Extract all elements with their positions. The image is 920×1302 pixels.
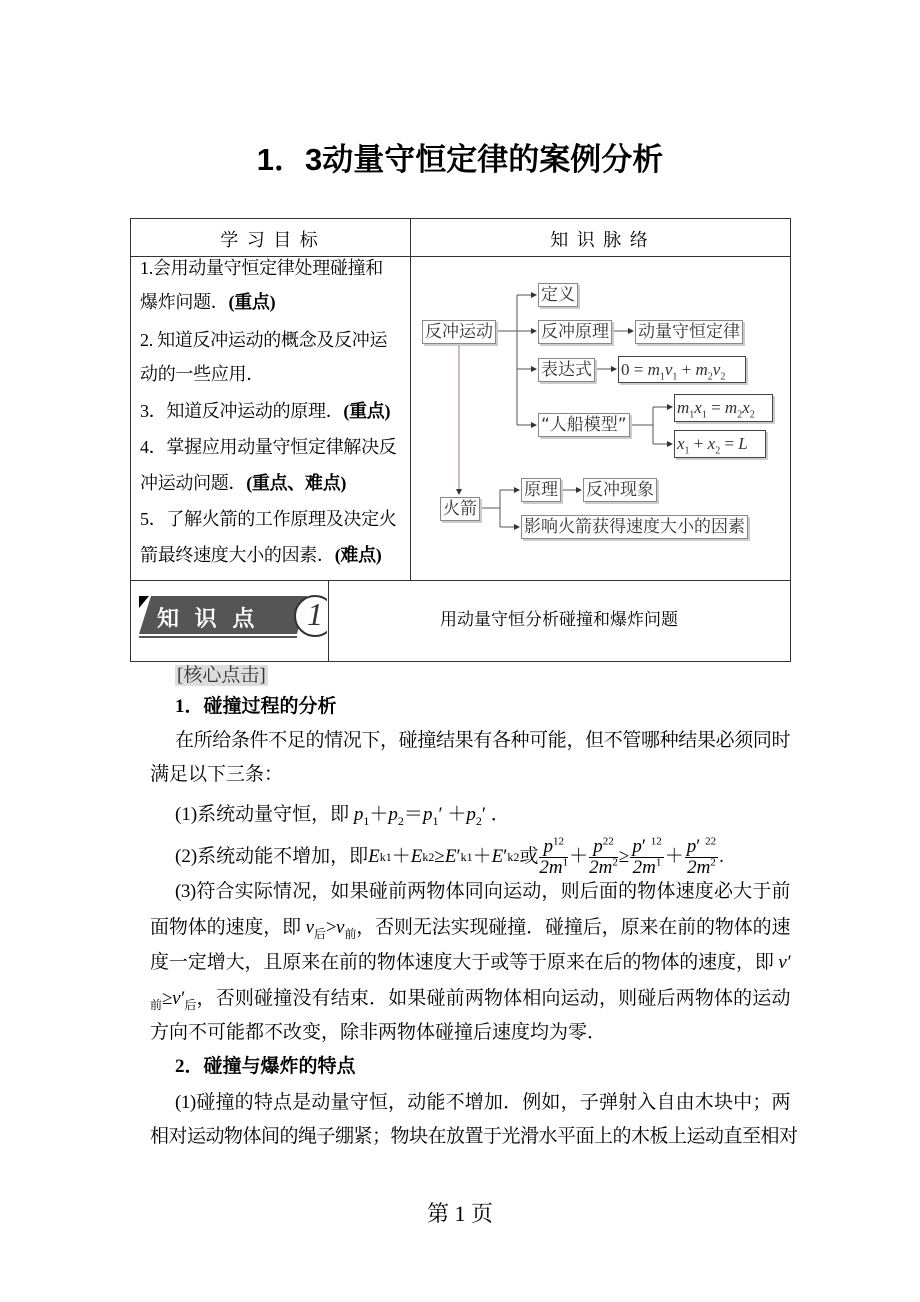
page-title: 1．3动量守恒定律的案例分析 bbox=[256, 142, 664, 177]
paragraph-line: 在所给条件不足的情况下，碰撞结果有各种可能，但不管哪种结果必须同时 bbox=[175, 730, 790, 751]
knowledge-point-badge bbox=[137, 594, 327, 640]
fraction: $\frac{p' ^{12}}{2m^1}$ bbox=[632, 835, 662, 878]
paragraph-line: 满足以下三条： bbox=[150, 764, 284, 785]
core-tag-label: [核心点击] bbox=[177, 665, 266, 686]
header-learning-goals: 学 习 目 标 bbox=[220, 230, 320, 250]
goal-text: 动的一些应用． bbox=[140, 364, 264, 384]
map-node-boat-model: “人船模型” bbox=[538, 413, 630, 437]
fraction: $\frac{p^{12}}{2m^1}$ bbox=[539, 835, 569, 878]
map-node-recoil-principle: 反冲原理 bbox=[538, 320, 612, 344]
paragraph-line: (3)符合实际情况，如果碰前两物体同向运动，则后面的物体速度必大于前 bbox=[175, 881, 790, 902]
map-node-definition: 定义 bbox=[538, 283, 578, 307]
map-node-principle: 原理 bbox=[521, 478, 561, 502]
goal-text: 1.会用动量守恒定律处理碰撞和 bbox=[140, 258, 383, 278]
core-tag bbox=[175, 665, 268, 687]
section-heading: 2．碰撞与爆炸的特点 bbox=[175, 1056, 356, 1077]
map-formula-boat-1: $m_1x_1 = m_2x_2$ bbox=[674, 394, 773, 422]
condition-1: (1)系统动量守恒，即 $p_1+p_2=p_1' +p_2'$ ． bbox=[175, 804, 510, 828]
map-formula-expression: $0 = m_1v_1 + m_2v_2$ bbox=[618, 356, 746, 383]
goal-emphasis: (重点) bbox=[343, 401, 391, 421]
goal-text: 爆炸问题． bbox=[140, 292, 229, 312]
paragraph-line: 方向不可能都不改变，除非两物体碰撞后速度均为零． bbox=[150, 1022, 607, 1043]
goal-emphasis: (重点) bbox=[228, 292, 276, 312]
goal-text: 4．掌握应用动量守恒定律解决反 bbox=[140, 437, 397, 457]
page-number: 第 1 页 bbox=[426, 1201, 493, 1226]
map-node-expression: 表达式 bbox=[538, 358, 595, 382]
header-knowledge-map: 知 识 脉 络 bbox=[550, 230, 650, 250]
map-formula-boat-2: $x_1 + x_2 = L$ bbox=[674, 430, 766, 458]
goal-text: 3．知道反冲运动的原理． bbox=[140, 401, 344, 421]
condition-2: (2)系统动能不增加，即 E k1 ＋ E k2 ≥ E ′ k1 ＋ E ′ k2 或 $\frac{p^{12}}{2m^1}$ ＋ $\frac{p^{22}}{2m^2}$ ≥ $\frac{p' ^{12}}{2m^1}$ ＋ $\frac{p' ^{22}}{2m^2}$ . bbox=[175, 835, 724, 878]
paragraph-line: 面物体的速度，即 $v_后>v_前$，否则无法实现碰撞．碰撞后，原来在前的物体的速 bbox=[150, 917, 790, 941]
goal-emphasis: (难点) bbox=[334, 545, 382, 565]
goal-text: 5．了解火箭的工作原理及决定火 bbox=[140, 509, 397, 529]
paragraph-line: (1)碰撞的特点是动量守恒，动能不增加．例如，子弹射入自由木块中；两 bbox=[175, 1092, 790, 1113]
paragraph-line: $_前\ge v'_后$，否则碰撞没有结束．如果碰前两物体相向运动，则碰后两物体的运动 bbox=[150, 988, 790, 1012]
map-node-rocket: 火箭 bbox=[440, 497, 480, 521]
knowledge-point-topic: 用动量守恒分析碰撞和爆炸问题 bbox=[440, 610, 678, 630]
map-node-recoil-phenomenon: 反冲现象 bbox=[583, 478, 657, 502]
map-node-speed-factors: 影响火箭获得速度大小的因素 bbox=[521, 515, 748, 539]
map-node-recoil: 反冲运动 bbox=[422, 320, 496, 344]
paragraph-line: 相对运动物体间的绳子绷紧；物块在放置于光滑水平面上的木板上运动直至相对 bbox=[150, 1126, 798, 1147]
badge-label: 知 识 点 bbox=[157, 607, 259, 632]
map-node-momentum-law: 动量守恒定律 bbox=[635, 320, 743, 344]
badge-number: 1 bbox=[307, 596, 323, 632]
section-heading: 1．碰撞过程的分析 bbox=[175, 696, 337, 717]
goal-text: 2. 知道反冲运动的概念及反冲运 bbox=[140, 330, 388, 350]
goal-text: 箭最终速度大小的因素． bbox=[140, 545, 335, 565]
paragraph-line: 度一定增大，且原来在前的物体速度大于或等于原来在后的物体的速度，即 v′ bbox=[150, 952, 790, 973]
fraction: $\frac{p^{22}}{2m^2}$ bbox=[589, 835, 618, 878]
fraction: $\frac{p' ^{22}}{2m^2}$ bbox=[686, 835, 717, 878]
goal-emphasis: (重点、难点) bbox=[246, 473, 347, 493]
goal-text: 冲运动问题． bbox=[140, 473, 247, 493]
